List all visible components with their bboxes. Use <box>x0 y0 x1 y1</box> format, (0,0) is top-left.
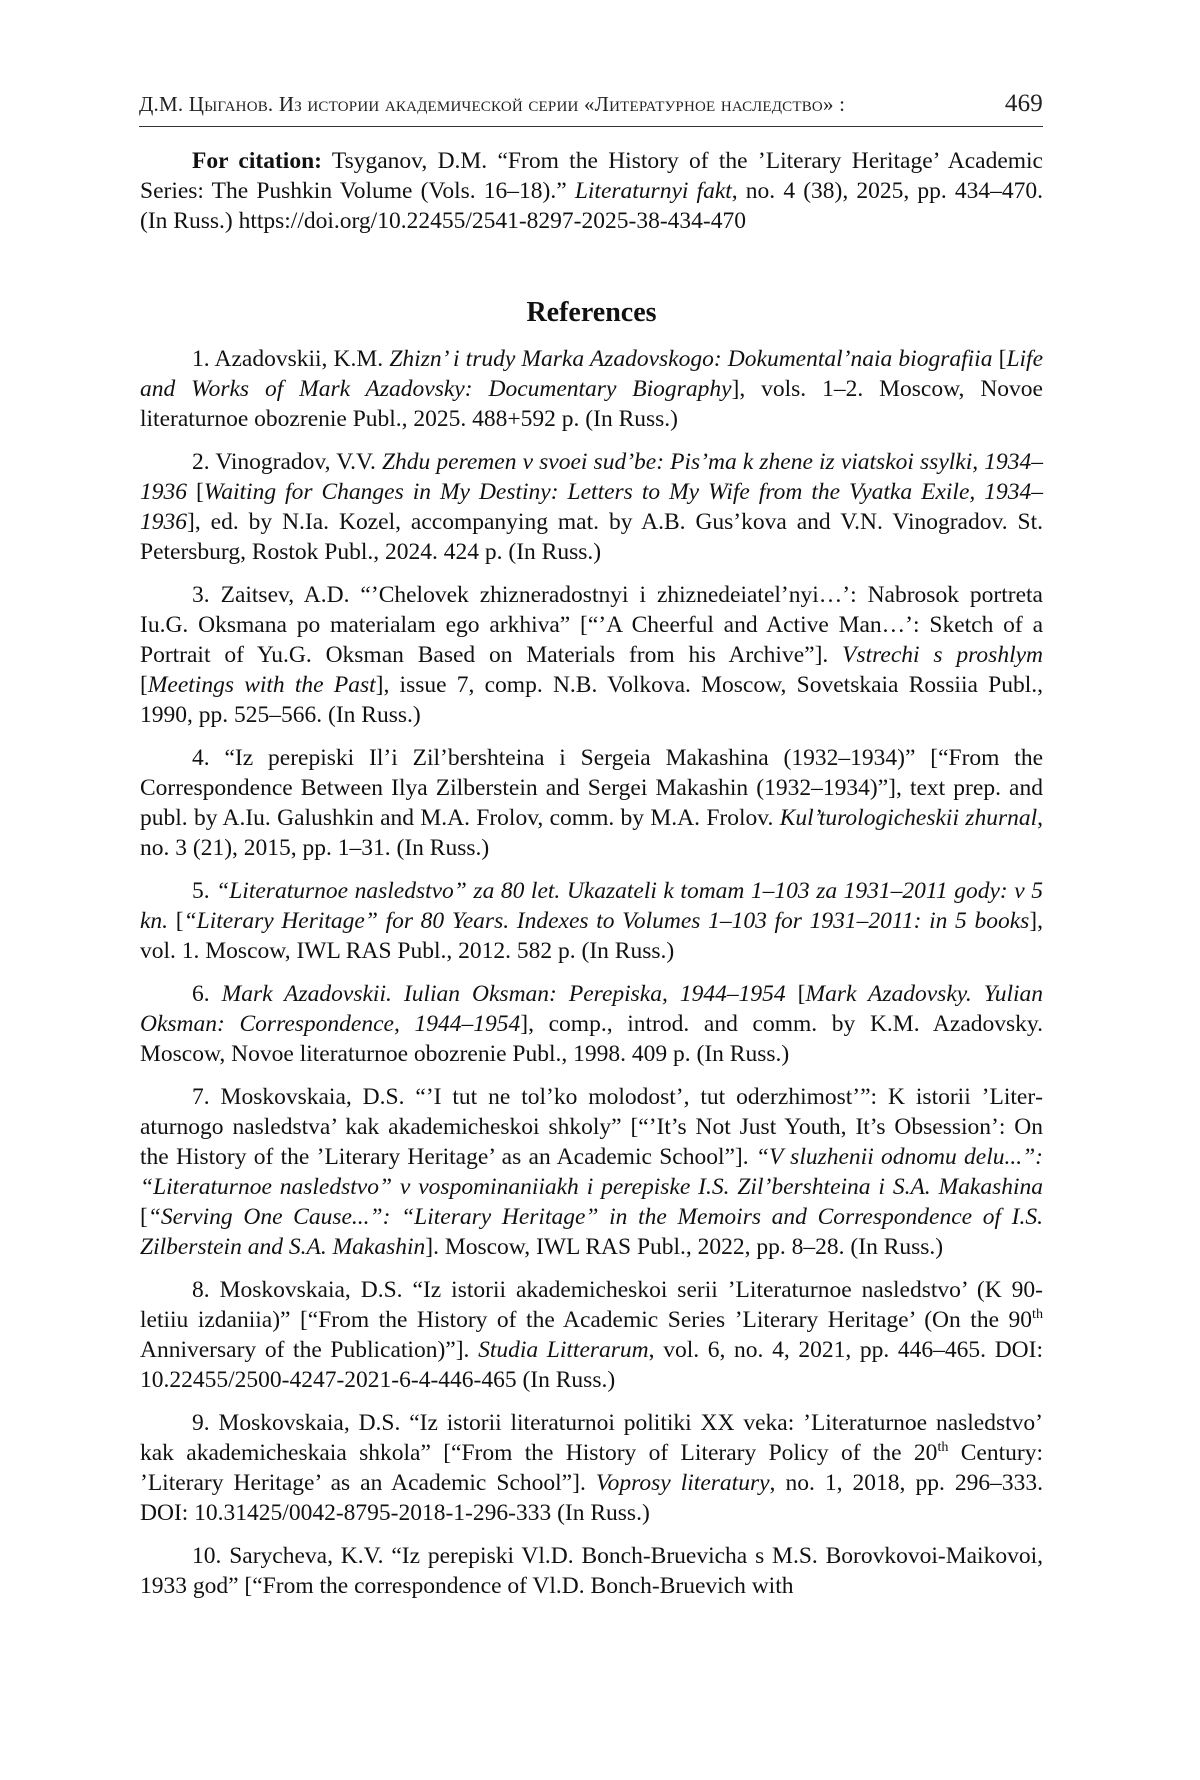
reference-item <box>140 979 1043 1069</box>
italic-title: Vstrechi s proshlym <box>842 642 1044 668</box>
reference-text: , vol. 6, no. 4, 2021, pp. 446–465. DOI: 10.22455/2500-4247-2021-6-4-446-465 (In Russ.) <box>140 1337 1043 1393</box>
reference-item <box>140 447 1043 567</box>
reference-text: [ <box>140 1204 148 1230</box>
italic-title: “V sluzhenii odnomu delu...”: “Literaturnoe nasledstvo” v vospominaniiakh i perepiske I.S. Zil’bershteina i S.A. Makashina <box>140 1144 1044 1200</box>
reference-text: 7. Moskovskaia, D.S. “’I tut ne tol’ko molodost’, tut oderzhimost’”: K istorii ’Literaturnogo nasledstva’ kak akademicheskoi shkoly” [“’It’s Not Just Youth, It’s Obsession’: On the History of the ’Literary Heritage’ as an Academic School”]. <box>140 1084 1043 1170</box>
reference-text: ], vol. 1. Moscow, IWL RAS Publ., 2012. 582 p. (In Russ.) <box>140 908 1043 964</box>
reference-text: Century: ’Literary Heritage’ as an Academic School”]. <box>140 1440 1043 1496</box>
reference-text: ], vols. 1–2. Moscow, Novoe literaturnoe obozrenie Publ., 2025. 488+592 p. (In Russ.) <box>140 376 1043 432</box>
reference-item <box>140 743 1043 863</box>
italic-title: Life and Works of Mark Azadovsky: Documentary Biography <box>140 346 1044 402</box>
italic-title: “Literaturnoe nasledstvo” za 80 let. Ukazateli k tomam 1–103 za 1931–2011 gody: v 5 kn. <box>140 878 1043 934</box>
italic-title: Waiting for Changes in My Destiny: Letters to My Wife from the Vyatka Exile, 1934–1936 <box>140 479 1043 535</box>
reference-item <box>140 876 1043 966</box>
running-title: Д.М. Цыганов. Из истории академической серии «Литературное наследство» : <box>139 92 846 116</box>
reference-text: [ <box>785 981 806 1007</box>
reference-text: [ <box>992 346 1007 372</box>
reference-text: [ <box>187 479 204 505</box>
italic-title: Mark Azadovsky. Yulian Oksman: Correspondence, 1944–1954 <box>140 981 1044 1037</box>
reference-text: 10. Sarycheva, K.V. “Iz perepiski Vl.D. Bonch-Bruevicha s M.S. Borovkovoi-Maikovoi, 1933 god” [“From the correspondence of Vl.D. Bonch-Bruevich with <box>140 1543 1043 1599</box>
reference-item <box>140 1082 1043 1262</box>
citation-label: For citation: <box>192 148 322 174</box>
italic-title: Meetings with the Past <box>147 672 376 698</box>
references-heading: References <box>526 297 657 328</box>
page-number: 469 <box>1004 90 1043 117</box>
italic-title: Zhizn’ i trudy Marka Azadovskogo: Dokumental’naia biografiia <box>389 346 993 372</box>
citation-text-2: , no. 4 (38), 2025, pp. 434–470. (In Russ.) https://doi.org/10.22455/2541-8297-2025-38-434-470 <box>140 178 1043 234</box>
reference-text: 5. <box>192 878 217 904</box>
reference-text: [ <box>168 908 184 934</box>
running-header <box>139 90 1043 118</box>
italic-title: Zhdu peremen v svoei sud’be: Pis’ma k zhene iz viatskoi ssylki, 1934–1936 <box>140 449 1043 505</box>
header-rule <box>139 126 1043 127</box>
body-content <box>140 146 1043 1614</box>
reference-text: 4. “Iz perepiski Il’i Zil’bershteina i Sergeia Makashina (1932–1934)” [“From the Correspondence Between Ilya Zilberstein and Sergei Makashin (1932–1934)”], text prep. and publ. by A.Iu. Galushkin and M.A. Frolov, comm. by M.A. Frolov. <box>140 745 1043 831</box>
reference-text: 9. Moskovskaia, D.S. “Iz istorii literaturnoi politiki XX veka: ’Literaturnoe nasledstvo’ kak akademicheskaia shkola” [“From the History of Literary Policy of the 20 <box>140 1410 1043 1466</box>
reference-text: 8. Moskovskaia, D.S. “Iz istorii akademicheskoi serii ’Literaturnoe nasledstvo’ (K 90-letiiu izdaniia)” [“From the History of the Academic Series ’Literary Heritage’ (On the 90 <box>140 1277 1043 1333</box>
citation-text-1: Tsyganov, D.M. “From the History of the ’Literary Heritage’ Academic Series: The Pushkin Volume (Vols. 16–18).” <box>140 148 1043 204</box>
superscript: th <box>937 1439 949 1456</box>
superscript: th <box>1032 1306 1043 1323</box>
reference-text: ]. Moscow, IWL RAS Publ., 2022, pp. 8–28. (In Russ.) <box>425 1234 944 1260</box>
italic-title: Mark Azadovskii. Iulian Oksman: Perepiska, 1944–1954 <box>221 981 786 1007</box>
italic-title: “Literary Heritage” for 80 Years. Indexes to Volumes 1–103 for 1931–2011: in 5 books <box>183 908 1030 934</box>
italic-title: Kul’turologicheskii zhurnal <box>779 805 1038 831</box>
reference-list <box>140 344 1043 1601</box>
reference-text: 1. Azadovskii, K.M. <box>192 346 390 372</box>
reference-text: ], issue 7, comp. N.B. Volkova. Moscow, Sovetskaia Rossiia Publ., 1990, pp. 525–566. (In Russ.) <box>140 672 1043 728</box>
citation-journal: Literaturnyi fakt <box>574 178 732 204</box>
reference-item <box>140 344 1043 434</box>
italic-title: Studia Litterarum <box>478 1337 649 1363</box>
reference-item <box>140 580 1043 730</box>
reference-item <box>140 1408 1043 1528</box>
reference-item <box>140 1541 1043 1601</box>
citation-paragraph <box>140 146 1043 236</box>
reference-text: Anniversary of the Publication)”]. <box>140 1337 479 1363</box>
reference-text: [ <box>140 672 148 698</box>
reference-text: ], ed. by N.Ia. Kozel, accompanying mat. by A.B. Gus’kova and V.N. Vinogradov. St. Petersburg, Rostok Publ., 2024. 424 p. (In Russ.) <box>140 509 1043 565</box>
italic-title: “Serving One Cause...”: “Literary Heritage” in the Memoirs and Correspondence of I.S. Zilberstein and S.A. Makashin <box>140 1204 1043 1260</box>
reference-text: , no. 1, 2018, pp. 296–333. DOI: 10.31425/0042-8795-2018-1-296-333 (In Russ.) <box>140 1470 1043 1526</box>
reference-text: ], comp., introd. and comm. by K.M. Azadovsky. Moscow, Novoe literaturnoe obozrenie Publ., 1998. 409 p. (In Russ.) <box>140 1011 1044 1067</box>
italic-title: Voprosy literatury <box>595 1470 770 1496</box>
reference-item <box>140 1275 1043 1395</box>
reference-text: , no. 3 (21), 2015, pp. 1–31. (In Russ.) <box>140 805 1043 861</box>
reference-text: 3. Zaitsev, A.D. “’Chelovek zhizneradostnyi i zhiznedeiatel’nyi…’: Nabrosok portreta Iu.G. Oksmana po materialam ego arkhiva” [“’A Cheerful and Active Man…’: Sketch of a Portrait of Yu.G. Oksman Based on Materials from his Archive”]. <box>140 582 1043 668</box>
reference-text: 2. Vinogradov, V.V. <box>192 449 382 475</box>
reference-text: 6. <box>192 981 222 1007</box>
